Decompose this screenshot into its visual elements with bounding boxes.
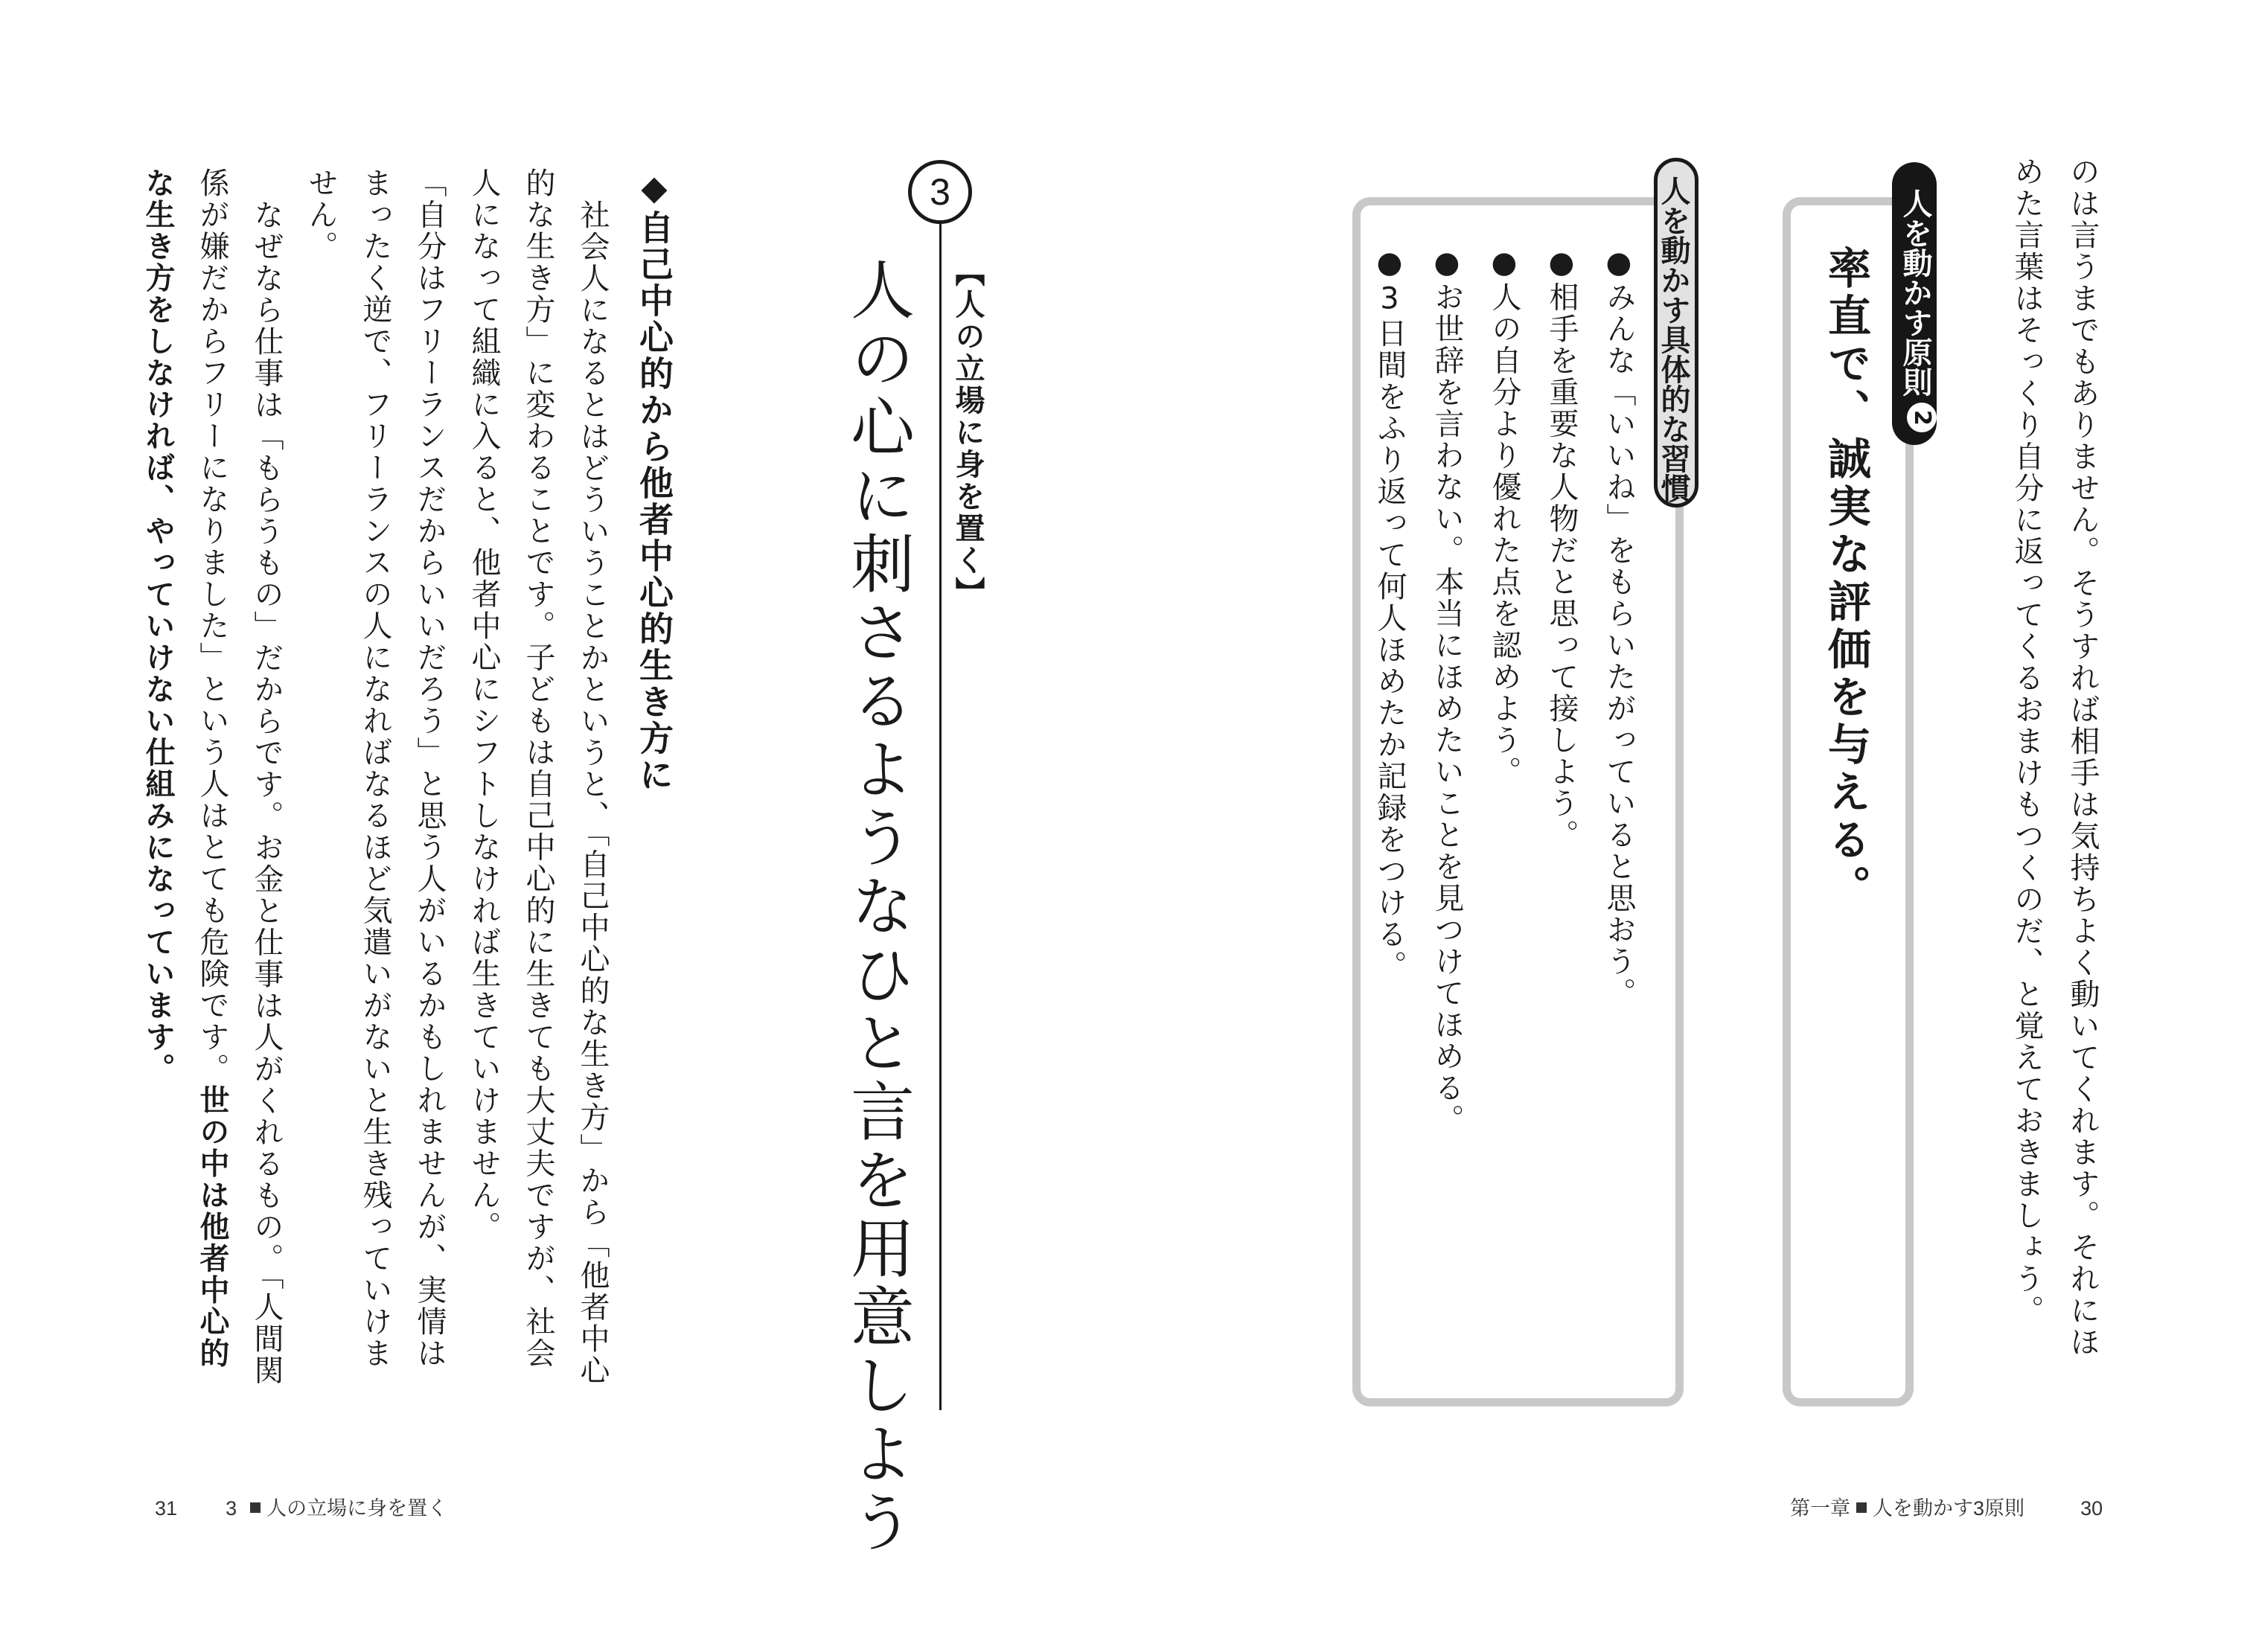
body-line-8-text: 係が嫌だからフリーになりました」という人はとても危険です。 (195, 167, 229, 1085)
body-line-1: のは言うまでもありません。そうすれば相手は気持ちよく動いてくれます。それにほ (2065, 156, 2100, 1358)
section-label: 【人の立場に身を置く】 (950, 257, 985, 609)
body-line-3: 人になって組織に入ると、他者中心にシフトしなければ生きていけません。 (467, 167, 501, 1243)
body-line-2: めた言葉はそっくり自分に返ってくるおまけもつくのだ、と覚えておきましょう。 (2010, 156, 2044, 1327)
bold-emphasis-line: な生き方をしなければ、やっていけない仕組みになっています。 (141, 167, 175, 1085)
right-page-footer (1790, 1492, 2103, 1521)
footer-chapter-title: 人を動かす3原則 (1873, 1497, 2025, 1520)
habits-label (1654, 158, 1698, 508)
body-line-8 (197, 167, 227, 1369)
principle-label-text: 人を動かす原則 (1898, 188, 1932, 397)
subheading: ◆自己中心的から他者中心的生き方に (634, 167, 674, 793)
habit-item-5: ●3日間をふり返って何人ほめたか記録をつける。 (1372, 246, 1407, 982)
body-line-7: なぜなら仕事は「もらうもの」だからです。お金と仕事は人がくれるもの。「人間関 (249, 199, 284, 1386)
body-line-6: せん。 (304, 167, 338, 263)
section-title: 人の心に刺さるようなひと言を用意しよう (840, 257, 914, 1557)
principle-text: 率直で、誠実な評価を与える。 (1821, 246, 1871, 912)
habit-item-3: ●人の自分より優れた点を認めよう。 (1487, 246, 1521, 788)
body-line-1: 社会人になるとはどういうことかというと、「自己中心的な生き方」から「他者中心 (575, 199, 610, 1386)
footer-section-title: 人の立場に身を置く (266, 1497, 448, 1520)
principle-label (1892, 162, 1937, 445)
principle-number-badge: 2 (1907, 403, 1937, 432)
habit-item-2: ●相手を重要な人物だと思って接しよう。 (1544, 246, 1579, 851)
left-page-footer (155, 1492, 447, 1521)
body-line-5: まったく逆で、フリーランスの人になればなるほど気遣いがないと生き残っていけま (358, 167, 392, 1369)
body-line-4: 「自分はフリーランスだからいいだろう」と思う人がいるかもしれませんが、実情は (412, 167, 447, 1369)
footer-chapter: 第一章 (1790, 1497, 1850, 1520)
habit-item-4: ●お世辞を言わない。本当にほめたいことを見つけてほめる。 (1430, 246, 1464, 1136)
page-number-left: 31 (155, 1497, 178, 1520)
section-number-circle (908, 160, 972, 224)
footer-section-number: 3 (226, 1497, 237, 1520)
body-line-2: 的な生き方」に変わることです。子どもは自己中心的に生きても大丈夫ですが、社会 (521, 167, 555, 1369)
habits-label-text: 人を動かす具体的な習慣 (1656, 176, 1690, 503)
bold-emphasis-start: 世の中は他者中心的 (195, 1084, 229, 1369)
footer-square-icon (1856, 1502, 1867, 1513)
footer-square-icon (250, 1502, 261, 1513)
habit-item-1: ●みんな「いいね」をもらいたがっていると思おう。 (1602, 246, 1636, 1009)
section-number: 3 (930, 171, 950, 213)
section-divider (939, 223, 942, 1410)
page-number-right: 30 (2080, 1497, 2103, 1520)
